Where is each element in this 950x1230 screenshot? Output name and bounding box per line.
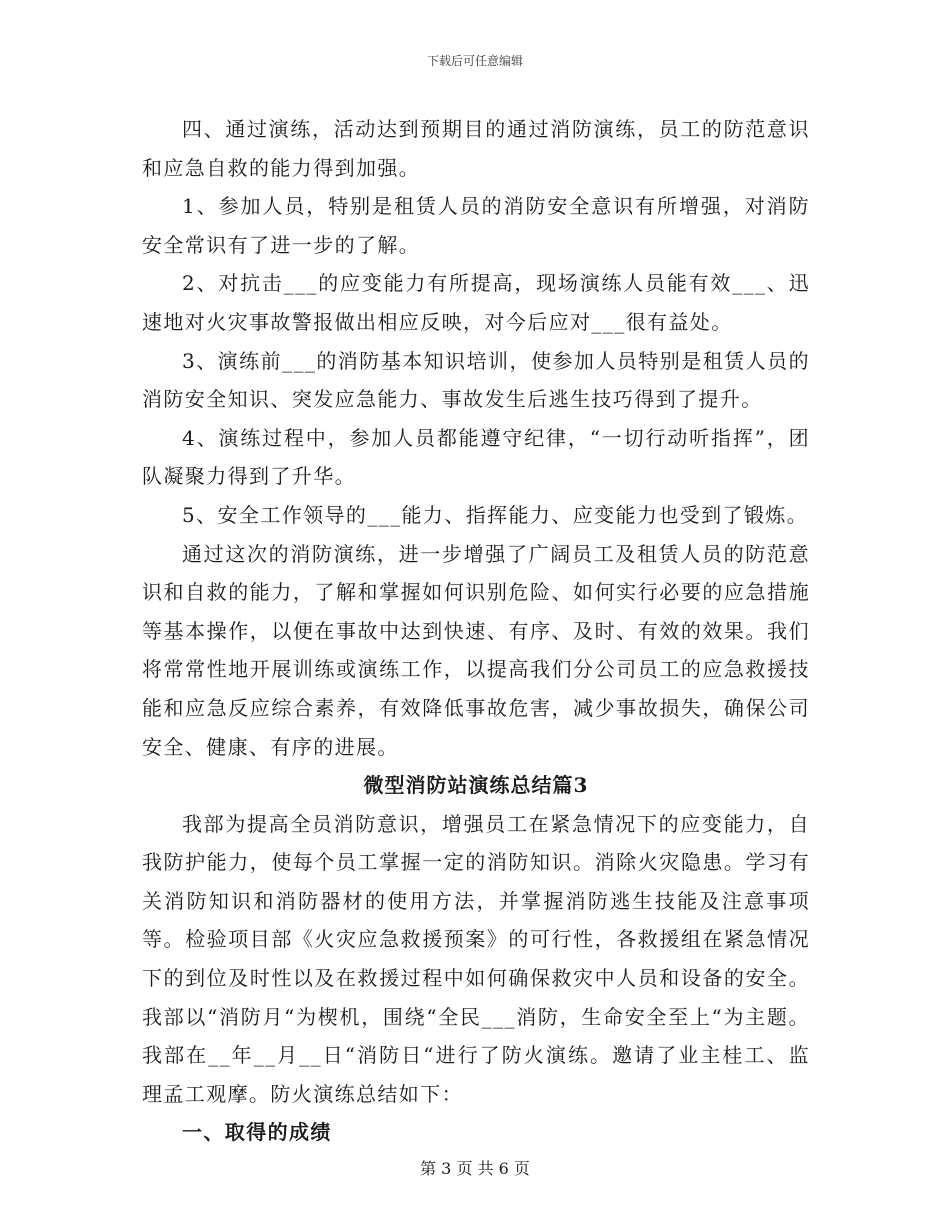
section-title: 微型消防站演练总结篇3 [363,773,589,798]
paragraph-item-3: 3、演练前___的消防基本知识培训，使参加人员特别是租赁人员的消防安全知识、突发应急能力、事故发生后逃生技巧得到了提升。 [142,348,810,412]
paragraph-section-four: 四、通过演练，活动达到预期目的通过消防演练，员工的防范意识和应急自救的能力得到加强。 [142,117,810,180]
page-header: 下载后可任意编辑 [426,54,523,68]
subsection-heading: 一、取得的成绩 [182,1120,332,1145]
document-body [142,110,810,1152]
paragraph-item-2: 2、对抗击___的应变能力有所提高，现场演练人员能有效___、迅速地对火灾事故警报做出相应反映，对今后应对___很有益处。 [142,271,810,334]
section-intro-paragraph: 我部为提高全员消防意识，增强员工在紧急情况下的应变能力，自我防护能力，使每个员工掌握一定的消防知识。消除火灾隐患。学习有关消防知识和消防器材的使用方法，并掌握消防逃生技能及注意事项等。检验项目部《火灾应急救援预案》的可行性，各救援组在紧急情况下的到位及时性以及在救援过程中如何确保救灾中人员和设备的安全。我部以“消防月“为楔机，围绕“全民___消防，生命安全至上“为主题。我部在__年__月__日“消防日“进行了防火演练。邀请了业主桂工、监理孟工观摩。防火演练总结如下： [142,811,810,1106]
paragraph-conclusion: 通过这次的消防演练，进一步增强了广阔员工及租赁人员的防范意识和自救的能力，了解和掌握如何识别危险、如何实行必要的应急措施等基本操作，以便在事故中达到快速、有序、及时、有效的效果。我们将常常性地开展训练或演练工作，以提高我们分公司员工的应急救援技能和应急反应综合素养，有效降低事故危害，减少事故损失，确保公司安全、健康、有序的进展。 [142,541,810,759]
paragraph-item-1: 1、参加人员，特别是租赁人员的消防安全意识有所增强，对消防安全常识有了进一步的了解。 [142,194,810,257]
paragraph-item-4: 4、演练过程中，参加人员都能遵守纪律，“一切行动听指挥”，团队凝聚力得到了升华。 [142,425,810,489]
page-footer: 第 3 页 共 6 页 [420,1159,530,1178]
paragraph-item-5: 5、安全工作领导的___能力、指挥能力、应变能力也受到了锻炼。 [182,502,809,527]
